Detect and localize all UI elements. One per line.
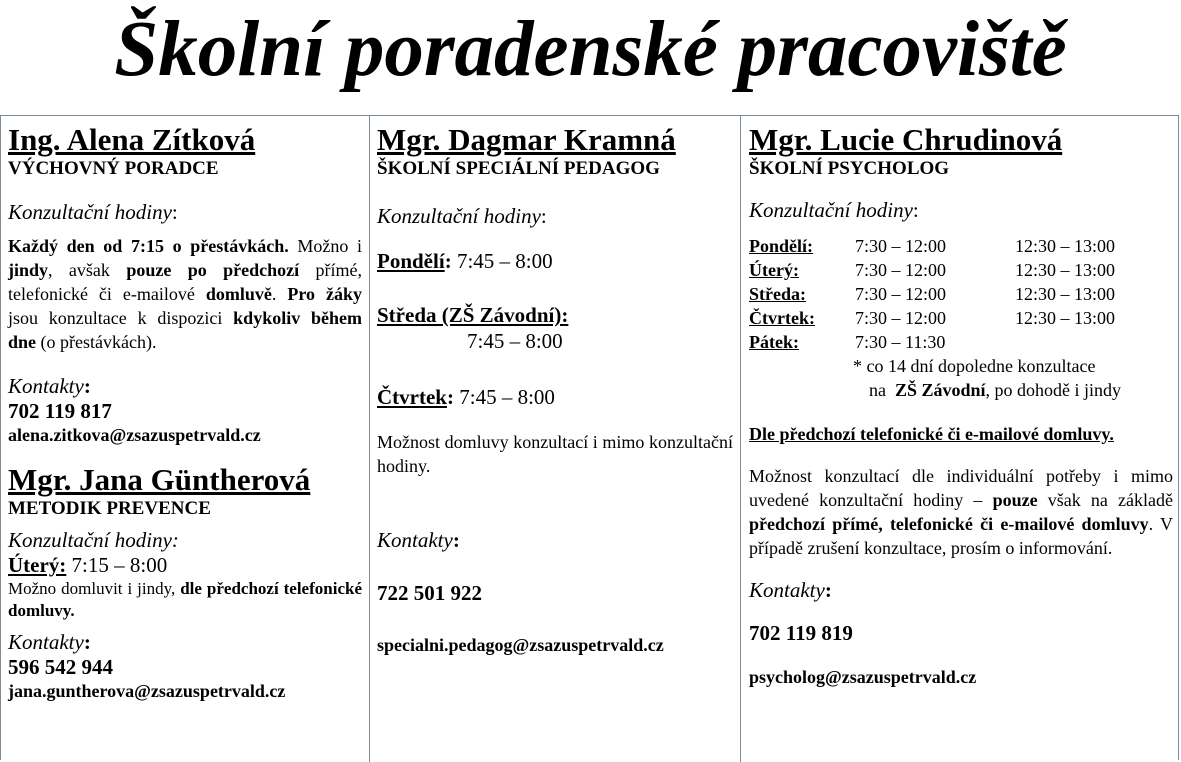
contacts-label: Kontakty: [377,528,460,552]
person-name: Ing. Alena Zítková [8,122,256,157]
emphasis-text: jindy [8,260,49,280]
person-role: METODIK PREVENCE [8,498,211,519]
body-text: Možno i [288,236,362,256]
column-skolni-psycholog [749,116,1173,688]
column-vychovny-poradce [8,116,362,702]
schedule-afternoon: 12:30 – 13:00 [1015,308,1116,328]
emphasis-text: Pro žáky [287,284,362,304]
schedule-time: 7:45 – 8:00 [467,329,563,353]
body-text: . [271,284,288,304]
footnote: na ZŠ Závodní, po dohodě i jindy [869,380,1122,400]
body-text: jsou konzultace k dispozici [8,308,234,328]
schedule-row [749,306,1115,330]
person-role: ŠKOLNÍ PSYCHOLOG [749,158,950,179]
schedule-row: Úterý: 7:15 – 8:00 [8,553,168,577]
schedule-morning: 7:30 – 12:00 [855,236,947,256]
phone-number[interactable]: 596 542 944 [8,655,113,679]
body-text: přímé, telefonické či e-mailové [8,260,362,304]
body-text: však na základě [1037,490,1173,510]
column-divider [369,115,370,762]
schedule-row [749,330,1115,354]
email-link[interactable]: psycholog@zsazuspetrvald.cz [749,667,977,687]
schedule-afternoon: 12:30 – 13:00 [1015,260,1116,280]
emphasis-text: Každý den od 7:15 o přestávkách. [8,236,289,256]
body-text: Možno domluvit i jindy, [8,579,181,598]
email-link[interactable]: alena.zitkova@zsazuspetrvald.cz [8,425,261,445]
page-title: Školní poradenské pracoviště [114,6,1067,93]
hours-text [8,234,362,354]
schedule-row: Pondělí: 7:45 – 8:00 [377,249,553,273]
schedule-day: Čtvrtek: [749,308,815,328]
schedule-morning: 7:30 – 12:00 [855,308,947,328]
schedule-row [749,282,1115,306]
body-text: Možnost konzultací dle individuální potřeby i mimo uvedené konzultační hodiny – [749,466,1173,510]
note-text: Možnost domluvy konzultací i mimo konzultační hodiny. [377,432,733,476]
schedule-day: Středa: [749,284,806,304]
schedule-day: Pátek: [749,332,799,352]
schedule-afternoon: 12:30 – 13:00 [1015,236,1116,256]
schedule-row [749,234,1115,258]
emphasis-text: kdykoliv během dne [8,308,363,352]
schedule-morning: 7:30 – 12:00 [855,260,947,280]
schedule-day: Úterý: [749,260,799,280]
schedule-row: Čtvrtek: 7:45 – 8:00 [377,385,555,409]
body-text: , avšak [48,260,127,280]
person-name: Mgr. Jana Güntherová [8,462,311,497]
asterisk-icon: * [853,356,862,376]
schedule-afternoon: 12:30 – 13:00 [1015,284,1116,304]
contacts-label: Kontakty: [8,374,91,398]
emphasis-text: domluvě [205,284,272,304]
hours-label: Konzultační hodiny: [377,204,547,228]
email-link[interactable]: jana.guntherova@zsazuspetrvald.cz [8,681,286,701]
contacts-label: Kontakty: [749,578,832,602]
hours-label: Konzultační hodiny: [8,528,179,552]
emphasis-text: pouze po předchozí [126,260,300,280]
phone-number[interactable]: 722 501 922 [377,581,482,605]
body-text: (o přestávkách). [36,332,157,352]
hours-text [8,578,362,622]
body-text: . V případě zrušení konzultace, prosím o informování. [749,514,1173,558]
schedule-morning: 7:30 – 11:30 [855,332,946,352]
column-specialni-pedagog [377,116,733,656]
agreement-note: Dle předchozí telefonické či e-mailové domluvy. [749,424,1114,444]
hours-label: Konzultační hodiny: [8,200,178,224]
schedule-row [749,258,1115,282]
email-link[interactable]: specialni.pedagog@zsazuspetrvald.cz [377,635,664,655]
emphasis-text: předchozí přímé, telefonické či e-mailové domluvy [749,514,1149,534]
emphasis-text: dle předchozí telefonické domluvy. [8,579,362,620]
note-text [749,464,1173,560]
person-role: VÝCHOVNÝ PORADCE [8,158,219,179]
schedule-row: Středa (ZŠ Závodní): [377,303,569,327]
emphasis-text: pouze [992,490,1038,510]
footnote: * co 14 dní dopoledne konzultace [853,356,1096,376]
column-divider [740,115,741,762]
schedule-morning: 7:30 – 12:00 [855,284,947,304]
schedule-table [749,234,1115,354]
contacts-label: Kontakty: [8,630,91,654]
person-role: ŠKOLNÍ SPECIÁLNÍ PEDAGOG [377,158,660,179]
phone-number[interactable]: 702 119 819 [749,621,853,645]
person-name: Mgr. Lucie Chrudinová [749,122,1063,157]
schedule-day: Pondělí: [749,236,814,256]
hours-label: Konzultační hodiny: [749,198,919,222]
phone-number[interactable]: 702 119 817 [8,399,112,423]
person-name: Mgr. Dagmar Kramná [377,122,676,157]
schedule-afternoon [1015,330,1115,354]
